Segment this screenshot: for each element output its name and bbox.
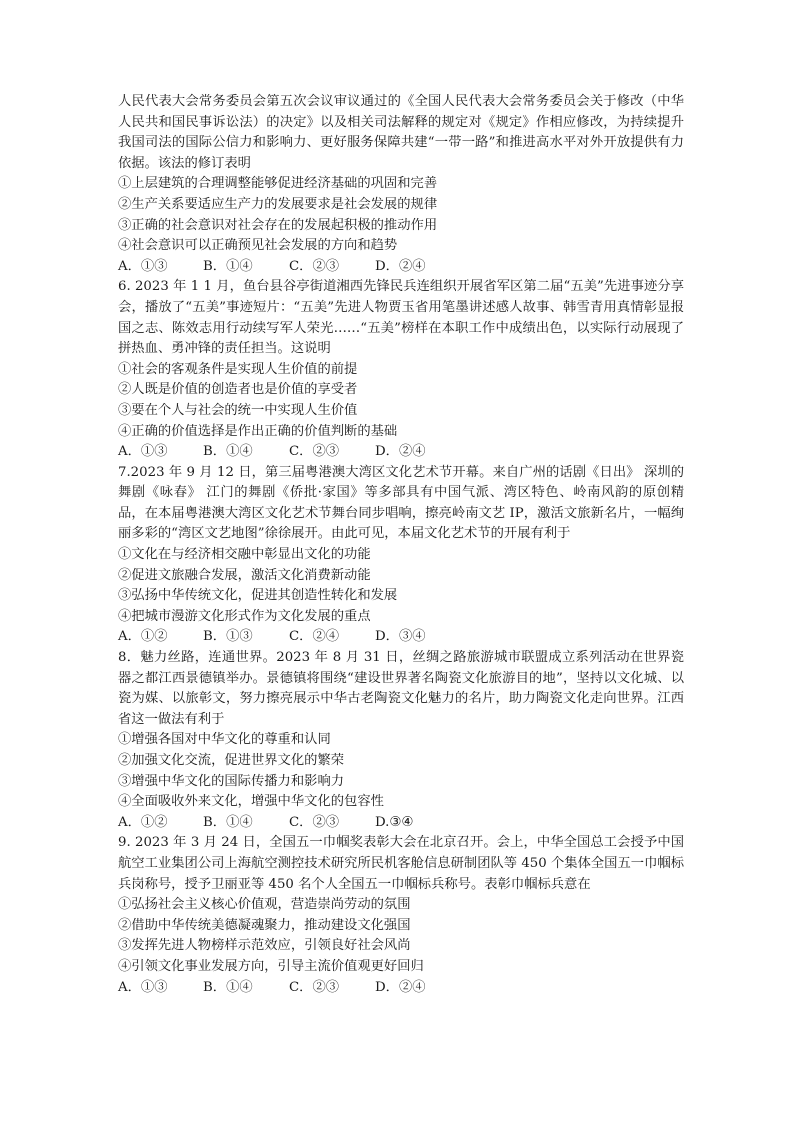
answer-d: D．②④ — [375, 444, 426, 460]
option-3: ③正确的社会意识对社会存在的发展起积极的推动作用 — [118, 217, 438, 233]
option-2: ②人既是价值的创造者也是价值的享受者 — [118, 382, 358, 398]
answer-choices — [118, 813, 684, 834]
option-3: ③发挥先进人物榜样示范效应，引领良好社会风尚 — [118, 938, 411, 954]
option-4: ④全面吸收外来文化，增强中华文化的包容性 — [118, 794, 384, 810]
answer-a: A．①③ — [118, 979, 168, 995]
answer-a: A．①③ — [118, 444, 168, 460]
option-2: ②促进文旅融合发展，激活文化消费新动能 — [118, 567, 371, 583]
answer-d: D．②④ — [375, 258, 426, 274]
answer-d: D．②④ — [375, 979, 426, 995]
answer-c: C．②③ — [289, 258, 340, 274]
answer-a: A．①③ — [118, 258, 168, 274]
question-stem: 9. 2023 年 3 月 24 日，全国五一巾帼奖表彰大会在北京召开。会上，中华全国总工会授予中国航空工业集团公司上海航空测控技术研究所民机客舱信息研制团队等 450 个集体全国五一巾帼标兵岗称号，授予卫丽亚等 450 名个人全国五一巾帼标兵称号。表彰巾帼标兵意在 — [118, 835, 684, 892]
question-stem: 6. 2023 年 1 1 月，鱼台县谷亭街道湘西先锋民兵连组织开展省军区第二届“五美”先进事迹分享会，播放了“五美”事迹短片：“五美”先进人物贾玉省用笔墨讲述感人故事、韩雪青用真情彰显报国之志、陈效志用行动续写军人荣光……“五美”榜样在本职工作中成绩出色，以实际行动展现了拼热血、勇冲锋的责任担当。这说明 — [118, 279, 684, 357]
answer-choices — [118, 627, 684, 648]
option-2: ②加强文化交流，促进世界文化的繁荣 — [118, 753, 345, 768]
answer-c: C．②④ — [289, 629, 340, 645]
question-stem: 8．魅力丝路，连通世界。2023 年 8 月 31 日，丝绸之路旅游城市联盟成立系列活动在世界瓷器之都江西景德镇举办。景德镇将围绕“建设世界著名陶瓷文化旅游目的地”，坚持以文化城、以瓷为媒、以旅彰文，努力擦亮展示中华古老陶瓷文化魅力的名片，助力陶瓷文化走向世界。江西省这一做法有利于 — [118, 650, 684, 727]
answer-a: A．①② — [118, 814, 168, 830]
question-stem: 7.2023 年 9 月 12 日，第三届粤港澳大湾区文化艺术节开幕。来自广州的话剧《日出》 深圳的舞剧《咏春》 江门的舞剧《侨批·家国》等多部具有中国气派、湾区特色、岭南风韵的原创精品，在本届粤港澳大湾区文化艺术节舞台同步唱响，擦亮岭南文艺 IP，激活文旅新名片，一幅绚丽多彩的“湾区文艺地图”徐徐展开。由此可见，本届文化艺术节的开展有利于 — [118, 464, 684, 542]
option-4: ④引领文化事业发展方向，引导主流价值观更好回归 — [118, 958, 424, 974]
option-4: ④社会意识可以正确预见社会发展的方向和趋势 — [118, 238, 398, 254]
option-3: ③增强中华文化的国际传播力和影响力 — [118, 773, 345, 789]
answer-a: A．①② — [118, 629, 168, 645]
answer-choices — [118, 442, 684, 463]
answer-choices — [118, 978, 684, 999]
answer-choices — [118, 257, 684, 278]
answer-b: B．①③ — [203, 629, 253, 645]
option-1: ①增强各国对中华文化的尊重和认同 — [118, 732, 331, 748]
option-4: ④正确的价值选择是作出正确的价值判断的基础 — [118, 423, 398, 439]
option-2: ②借助中华传统美德凝魂聚力，推动建设文化强国 — [118, 917, 411, 933]
question-9 — [118, 833, 684, 998]
question-8 — [118, 648, 684, 833]
question-stem: 人民代表大会常务委员会第五次会议审议通过的《全国人民代表大会常务委员会关于修改（中华人民共和国民事诉讼法）的决定》以及相关司法解释的规定对《规定》作相应修改，为持续提升我国司法的国际公信力和影响力、更好服务保障共建“一带一路”和推进高水平对外开放提供有力依据。该法的修订表明 — [118, 94, 684, 171]
option-1: ①弘扬社会主义核心价值观，营造崇尚劳动的氛围 — [118, 897, 411, 913]
option-3: ③要在个人与社会的统一中实现人生价值 — [118, 402, 358, 418]
option-1: ①文化在与经济相交融中彰显出文化的功能 — [118, 547, 371, 563]
answer-d: D．③④ — [375, 629, 426, 645]
exam-page — [118, 92, 684, 998]
answer-c: C．②③ — [289, 979, 340, 995]
option-1: ①上层建筑的合理调整能够促进经济基础的巩固和完善 — [118, 176, 438, 192]
answer-b: B．①④ — [203, 979, 253, 995]
answer-c: C．②③ — [289, 444, 340, 460]
option-2: ②生产关系要适应生产力的发展要求是社会发展的规律 — [118, 196, 438, 212]
question-6 — [118, 277, 684, 462]
answer-d: D.③④ — [375, 814, 414, 830]
answer-b: B．①④ — [203, 814, 253, 830]
answer-b: B．①④ — [203, 258, 253, 274]
question-7 — [118, 463, 684, 648]
option-4: ④把城市漫游文化形式作为文化发展的重点 — [118, 608, 371, 624]
answer-b: B．①④ — [203, 444, 253, 460]
answer-c: C．②③ — [289, 814, 340, 830]
option-3: ③弘扬中华传统文化，促进其创造性转化和发展 — [118, 588, 398, 604]
question-5-continued — [118, 92, 684, 277]
option-1: ①社会的客观条件是实现人生价值的前提 — [118, 361, 358, 377]
